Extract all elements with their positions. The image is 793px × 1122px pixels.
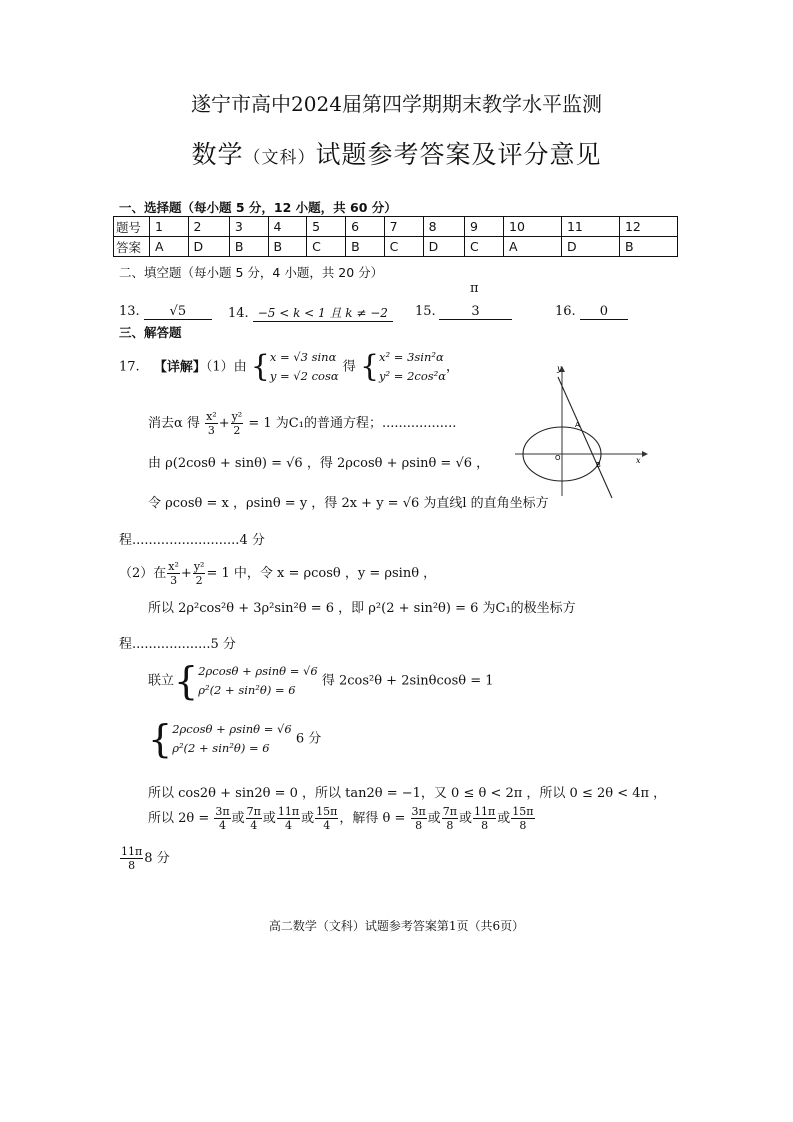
or-word: 或 — [262, 811, 276, 826]
table-cell: 4 — [268, 217, 307, 237]
subtitle-b: （文科） — [243, 148, 316, 168]
frac-den: 4 — [323, 819, 331, 832]
table-cell: 12 — [619, 217, 677, 237]
p12-b: ，解得 θ = — [339, 811, 406, 826]
frac-num: y² — [193, 560, 205, 573]
q16-label: 16. — [555, 304, 576, 319]
q15-denominator: 3 — [439, 304, 512, 320]
table-cell: D — [423, 237, 464, 257]
q13-label: 13. — [119, 304, 140, 319]
label-x: x — [636, 456, 641, 465]
q15 — [415, 304, 436, 319]
fraction — [193, 560, 206, 587]
frac-den: 8 — [415, 819, 423, 832]
sys3-row2: ρ²(2 + sin²θ) = 6 — [198, 683, 296, 697]
q17-line2 — [148, 410, 456, 437]
p6-a: （2）在 — [119, 566, 167, 581]
page-subtitle — [0, 135, 793, 171]
system-3 — [198, 662, 317, 700]
p2-b: = 1 为C₁的普通方程；.................. — [248, 416, 457, 431]
table-cell: A — [150, 237, 189, 257]
label-b: B — [596, 461, 601, 469]
q17-tag: 【详解】 — [153, 359, 206, 375]
q17-line11: 所以 cos2θ + sin2θ = 0 ，所以 tan2θ = −1，又 0 ≤ θ < 2π ，所以 0 ≤ 2θ < 4π ， — [148, 786, 667, 801]
frac-den: 3 — [207, 424, 215, 437]
brace-icon: { — [250, 349, 270, 384]
or-word: 或 — [427, 811, 441, 826]
fraction — [231, 410, 244, 437]
or-word: 或 — [231, 811, 245, 826]
p2-a: 消去α 得 — [148, 416, 200, 431]
or-word: 或 — [459, 811, 473, 826]
frac-den: 8 — [128, 859, 136, 872]
q13 — [119, 304, 212, 320]
frac-den: 4 — [285, 819, 293, 832]
sys1-row1: x = √3 sinα — [269, 350, 337, 364]
frac-den: 4 — [219, 819, 227, 832]
q16-answer: 0 — [580, 304, 628, 320]
table-cell: 6 — [346, 217, 385, 237]
table-cell: D — [561, 237, 619, 257]
p1-b: 得 — [342, 359, 356, 375]
frac-num: x² — [168, 560, 179, 573]
q17-line5: 程..........................4 分 — [119, 533, 265, 548]
p6-b: = 1 中，令 x = ρcosθ ，y = ρsinθ ， — [206, 566, 437, 581]
table-cell: C — [307, 237, 346, 257]
frac-den: 8 — [446, 819, 454, 832]
frac-den: 8 — [519, 819, 527, 832]
label-y: y — [557, 364, 562, 373]
table-cell: 2 — [188, 217, 229, 237]
fraction — [205, 410, 218, 437]
label-a: A — [575, 421, 580, 429]
frac-num: 11π — [121, 845, 143, 858]
q17-line13 — [119, 845, 170, 872]
q17-line9 — [148, 659, 494, 703]
sys4-row2: ρ²(2 + sin²θ) = 6 — [172, 741, 270, 755]
table-cell: C — [465, 237, 504, 257]
fraction — [246, 805, 262, 832]
table-cell: B — [268, 237, 307, 257]
frac-den: 4 — [250, 819, 258, 832]
q17-line12 — [148, 805, 536, 832]
brace-icon: { — [359, 349, 380, 384]
ellipse-figure — [510, 362, 650, 502]
table-header-cell: 答案 — [114, 237, 150, 257]
frac-num: 11π — [277, 805, 300, 818]
plus: + — [180, 566, 192, 581]
page-footer: 高二数学（文科）试题参考答案第1页（共6页） — [268, 919, 525, 933]
system-2 — [379, 348, 446, 386]
section2-heading: 二、填空题（每小题 5 分，4 小题，共 20 分） — [119, 265, 384, 280]
fraction — [473, 805, 496, 832]
system-4 — [172, 720, 291, 758]
p10-b: 6 分 — [295, 731, 322, 747]
frac-num: 7π — [246, 805, 261, 818]
brace-icon: { — [148, 717, 173, 761]
frac-num: x² — [206, 410, 217, 423]
frac-num: 11π — [474, 805, 496, 818]
frac-num: y² — [231, 410, 243, 423]
p12-a: 所以 2θ = — [148, 811, 210, 826]
section1-heading: 一、选择题（每小题 5 分，12 小题，共 60 分） — [119, 200, 397, 215]
table-cell: 3 — [229, 217, 268, 237]
table-cell: D — [188, 237, 229, 257]
fraction — [167, 560, 180, 587]
brace-icon: { — [174, 659, 199, 703]
p13-b: 8 分 — [144, 851, 170, 866]
sys4-row1: 2ρcosθ + ρsinθ = √6 — [172, 722, 292, 736]
line-l — [558, 377, 612, 498]
label-o: O — [555, 454, 561, 462]
table-cell: 9 — [465, 217, 504, 237]
sys3-row1: 2ρcosθ + ρsinθ = √6 — [198, 664, 318, 678]
table-cell: 10 — [504, 217, 562, 237]
fraction — [411, 805, 427, 832]
table-header-cell: 题号 — [114, 217, 150, 237]
fraction — [214, 805, 230, 832]
frac-num: 7π — [442, 805, 457, 818]
frac-num: 3π — [215, 805, 230, 818]
table-cell: 8 — [423, 217, 464, 237]
sys1-row2: y = √2 cosα — [269, 369, 339, 383]
table-cell: B — [346, 237, 385, 257]
plus: + — [218, 416, 230, 431]
q17-line10 — [148, 717, 322, 761]
table-cell: C — [384, 237, 423, 257]
p1-a: （1）由 — [205, 359, 247, 375]
or-word: 或 — [497, 811, 511, 826]
q17-line4: 令 ρcosθ = x ，ρsinθ = y ，得 2x + y = √6 为直线l 的直角坐标方 — [148, 496, 549, 511]
subtitle-a: 数学 — [191, 140, 244, 169]
q14 — [228, 304, 393, 322]
fraction — [442, 805, 458, 832]
fraction — [120, 845, 143, 872]
q13-answer: √5 — [144, 304, 212, 320]
table-cell: 1 — [150, 217, 189, 237]
frac-num: 15π — [316, 805, 338, 818]
table-cell: 7 — [384, 217, 423, 237]
or-word: 或 — [301, 811, 315, 826]
table-row-numbers — [114, 217, 678, 237]
frac-num: 15π — [512, 805, 534, 818]
x-axis-arrow-icon — [642, 451, 648, 457]
p9-a: 联立 — [148, 673, 175, 689]
frac-num: 3π — [411, 805, 426, 818]
q17-line8: 程...................5 分 — [119, 637, 236, 652]
q15-denominator-wrap — [439, 304, 512, 320]
frac-den: 3 — [170, 574, 178, 587]
table-cell: B — [229, 237, 268, 257]
q16 — [555, 304, 628, 320]
page-title: 遂宁市高中2024届第四学期期末教学水平监测 — [191, 92, 602, 116]
table-row-answers — [114, 237, 678, 257]
sys2-row2: y² = 2cos²α — [379, 369, 447, 383]
q17-line1 — [119, 348, 459, 386]
system-1 — [270, 348, 339, 386]
q17-label: 17. — [119, 359, 140, 375]
q17-line7: 所以 2ρ²cos²θ + 3ρ²sin²θ = 6 ，即 ρ²(2 + sin²θ) = 6 为C₁的极坐标方 — [148, 601, 576, 616]
fraction — [511, 805, 534, 832]
frac-den: 8 — [481, 819, 489, 832]
table-cell: B — [619, 237, 677, 257]
subtitle-c: 试题参考答案及评分意见 — [315, 140, 602, 169]
p9-b: 得 2cos²θ + 2sinθcosθ = 1 — [321, 673, 494, 689]
answer-table — [113, 216, 678, 257]
q14-label: 14. — [228, 306, 249, 321]
table-cell: A — [504, 237, 562, 257]
sys2-row1: x² = 3sin²α — [379, 350, 444, 364]
frac-den: 2 — [195, 574, 203, 587]
q15-numerator: π — [470, 281, 479, 296]
q17-line3: 由 ρ(2cosθ + sinθ) = √6 ，得 2ρcosθ + ρsinθ = √6 ， — [148, 456, 490, 471]
table-cell: 5 — [307, 217, 346, 237]
section3-heading: 三、解答题 — [119, 325, 182, 340]
q17-line6 — [119, 560, 436, 587]
q15-label: 15. — [415, 304, 436, 319]
fraction — [315, 805, 338, 832]
table-cell: 11 — [561, 217, 619, 237]
p1-c: ， — [446, 359, 460, 375]
fraction — [277, 805, 300, 832]
q14-answer: −5 < k < 1 且 k ≠ −2 — [253, 304, 393, 322]
frac-den: 2 — [233, 424, 241, 437]
